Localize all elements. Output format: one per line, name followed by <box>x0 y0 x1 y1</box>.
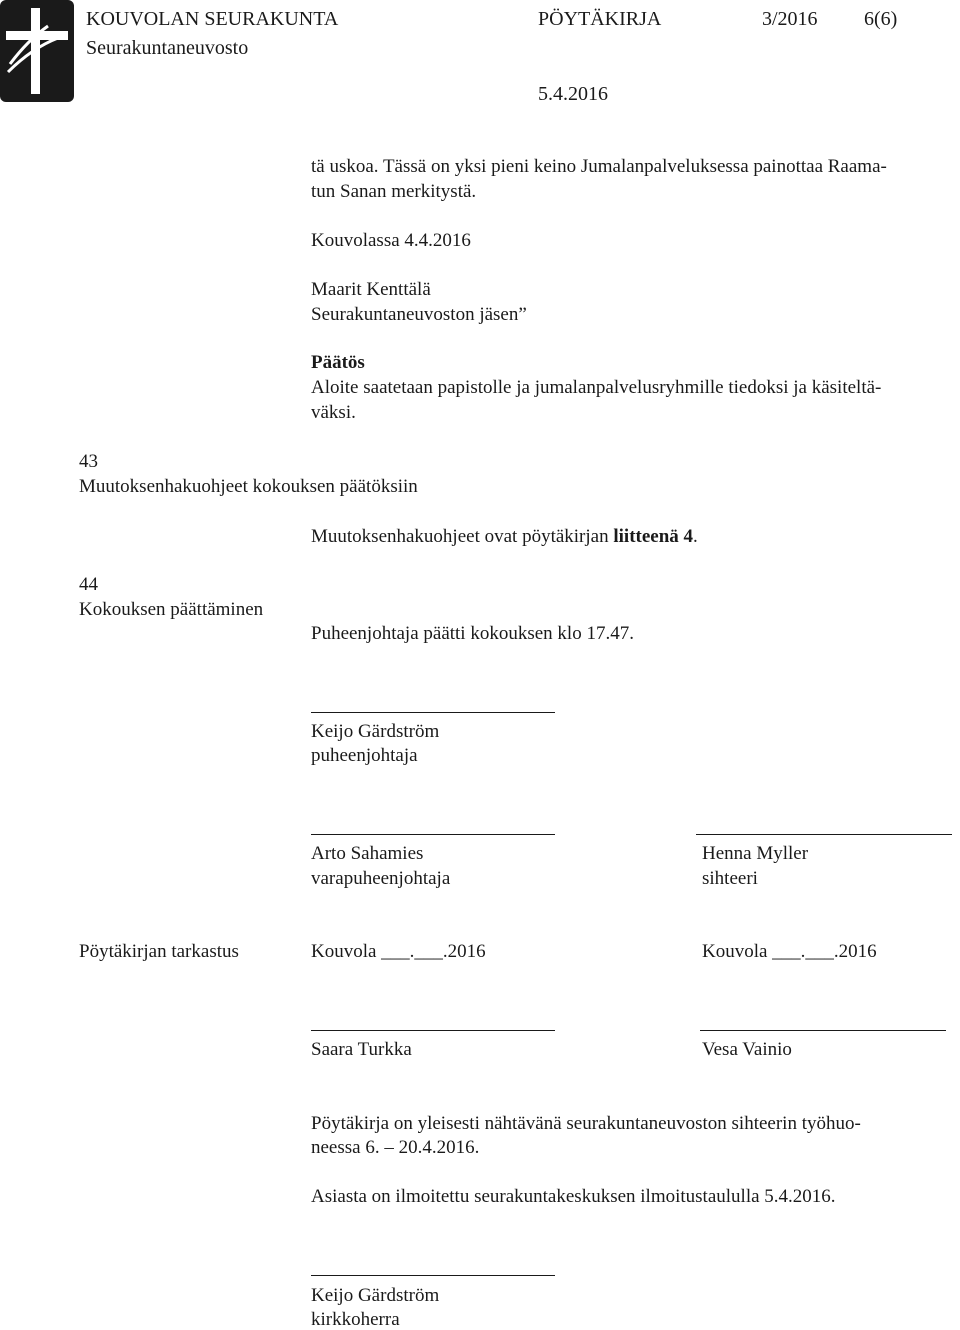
review-label: Pöytäkirjan tarkastus <box>79 941 239 962</box>
vice-chair-name: Arto Sahamies <box>311 843 424 864</box>
vicar-signature-line <box>311 1275 555 1276</box>
public-notice-line2: neessa 6. – 20.4.2016. <box>311 1137 480 1158</box>
secretary-signature-line <box>696 834 952 835</box>
review-place-date-left: Kouvola ___.___.2016 <box>311 941 486 962</box>
reviewer1-signature-line <box>311 1030 555 1031</box>
section-43-text <box>311 527 698 546</box>
secretary-role: sihteeri <box>702 868 758 889</box>
secretary-name: Henna Myller <box>702 843 809 864</box>
section-43-text-suffix: . <box>693 526 698 547</box>
reviewer2-signature-line <box>700 1030 946 1031</box>
section-43-text-prefix: Muutoksenhakuohjeet ovat pöytäkirjan <box>311 526 614 547</box>
motion-text-line2: tun Sanan merkitystä. <box>311 181 477 202</box>
chair-name: Keijo Gärdström <box>311 721 440 742</box>
section-43-number: 43 <box>79 451 98 472</box>
review-place-date-right: Kouvola ___.___.2016 <box>702 941 877 962</box>
motion-text-line1: tä uskoa. Tässä on yksi pieni keino Jumalanpalveluksessa painottaa Raama- <box>311 156 887 177</box>
appendix-reference: liitteenä 4 <box>613 526 694 547</box>
document-number: 3/2016 <box>762 8 818 30</box>
decision-text-line1: Aloite saatetaan papistolle ja jumalanpalvelusryhmille tiedoksi ja käsiteltä- <box>311 377 882 398</box>
section-44-number: 44 <box>79 574 98 595</box>
vicar-role: kirkkoherra <box>311 1309 400 1330</box>
chair-role: puheenjohtaja <box>311 745 418 766</box>
section-44-title: Kokouksen päättäminen <box>79 599 264 620</box>
motion-signer-name: Maarit Kenttälä <box>311 279 431 300</box>
document-type: PÖYTÄKIRJA <box>538 8 662 30</box>
vice-chair-signature-line <box>311 834 555 835</box>
org-name: KOUVOLAN SEURAKUNTA <box>86 8 339 30</box>
section-43-title: Muutoksenhakuohjeet kokouksen päätöksiin <box>79 476 418 497</box>
reviewer1-name: Saara Turkka <box>311 1039 412 1060</box>
chair-signature-line <box>311 712 555 713</box>
vicar-name: Keijo Gärdström <box>311 1285 440 1306</box>
vice-chair-role: varapuheenjohtaja <box>311 868 451 889</box>
meeting-date: 5.4.2016 <box>538 83 608 105</box>
motion-signer-title: Seurakuntaneuvoston jäsen” <box>311 304 527 325</box>
public-notice-line1: Pöytäkirja on yleisesti nähtävänä seurakuntaneuvoston sihteerin työhuo- <box>311 1113 861 1134</box>
governing-body: Seurakuntaneuvosto <box>86 37 249 59</box>
motion-place-date: Kouvolassa 4.4.2016 <box>311 230 471 251</box>
section-44-text: Puheenjohtaja päätti kokouksen klo 17.47. <box>311 623 634 644</box>
decision-text-line2: väksi. <box>311 402 356 423</box>
parish-cross-logo-icon <box>0 0 74 102</box>
page-number: 6(6) <box>864 8 898 30</box>
decision-heading: Päätös <box>311 352 365 373</box>
bulletin-board-notice: Asiasta on ilmoitettu seurakuntakeskuksen ilmoitustaululla 5.4.2016. <box>311 1186 836 1207</box>
reviewer2-name: Vesa Vainio <box>702 1039 792 1060</box>
